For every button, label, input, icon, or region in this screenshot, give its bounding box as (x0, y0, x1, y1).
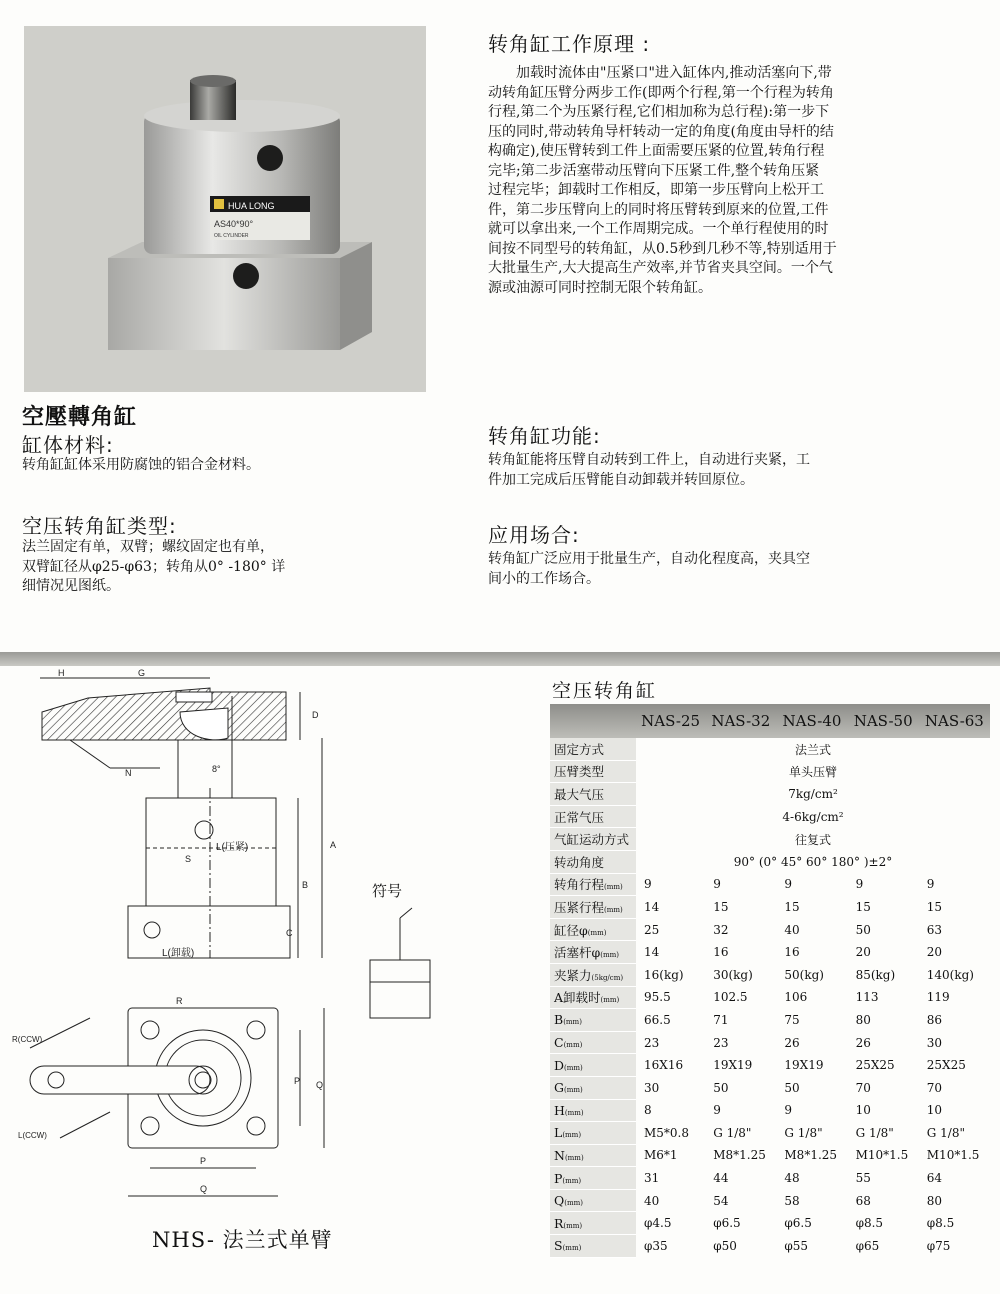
table-corner (550, 704, 636, 738)
dim-G: G (138, 668, 146, 678)
cell-value: φ50 (713, 1238, 737, 1253)
row-unit: (5kg/cm) (591, 973, 624, 982)
row-label-text: S (554, 1238, 563, 1254)
row-value: 90° (0° 45° 60° 180° )±2° (733, 854, 893, 869)
cell-value: 9 (855, 877, 864, 892)
cell-value: 80 (926, 1193, 943, 1208)
cell-value: 71 (713, 1012, 729, 1027)
cell-value: 31 (644, 1171, 660, 1186)
cell-value: 30 (644, 1080, 660, 1095)
label-N: N (125, 768, 132, 778)
cell-value: φ75 (926, 1238, 951, 1253)
row-label (550, 986, 636, 1009)
cell-value: M6*1 (644, 1148, 678, 1163)
cell-value: 16 (784, 945, 800, 960)
row-value: 法兰式 (794, 742, 831, 757)
row-unit: (mm) (562, 1244, 582, 1253)
cell-value: 25X25 (855, 1058, 895, 1073)
row-unit: (mm) (600, 951, 620, 960)
cell-value: 9 (644, 877, 652, 892)
row-label: 压臂类型 (550, 760, 636, 783)
cell-value: 20 (855, 945, 871, 960)
row-label: 固定方式 (550, 738, 636, 760)
row-label-text: A卸载时 (554, 990, 601, 1006)
table-header-row (550, 704, 990, 738)
label-lccw: L(CCW) (18, 1131, 47, 1140)
row-unit: (mm) (563, 1018, 582, 1027)
cell-value: 16(kg) (644, 967, 684, 982)
cell-value: 9 (713, 1103, 721, 1118)
cell-value: 64 (926, 1171, 943, 1186)
cell-value: 25 (644, 922, 660, 937)
photo-label-model: AS40*90° (214, 219, 254, 229)
row-label (550, 1031, 636, 1054)
row-unit: (mm) (563, 1041, 583, 1050)
dim-P-vertical: P (294, 1076, 301, 1086)
cell-value: 54 (713, 1193, 729, 1208)
table-row (550, 828, 990, 851)
material-title: 缸体材料: (22, 433, 114, 457)
cell-value: 85(kg) (855, 967, 896, 982)
model-header: NAS-50 (848, 704, 919, 738)
cell-value: 66.5 (644, 1012, 671, 1027)
cell-value: 9 (713, 877, 721, 892)
cell-value: 23 (713, 1035, 729, 1050)
dim-Q-vertical: Q (316, 1080, 324, 1090)
cell-value: G 1/8" (713, 1125, 752, 1140)
row-unit: (mm) (562, 1176, 582, 1185)
cell-value: 16 (713, 945, 729, 960)
model-header: NAS-32 (705, 704, 776, 738)
row-value: 单头压臂 (788, 764, 837, 779)
principle-text (488, 64, 928, 298)
principle-line: 过程完毕；卸载时工作相反，即第一步压臂向上松开工 (488, 182, 824, 198)
cell-value: φ4.5 (644, 1216, 672, 1231)
dim-B: B (302, 880, 309, 890)
cell-value: 10 (926, 1103, 943, 1118)
cell-value: φ8.5 (855, 1216, 884, 1231)
port-release-label: L(卸载) (162, 948, 195, 959)
cell-value: 32 (713, 922, 729, 937)
application-line: 转角缸广泛应用于批量生产，自动化程度高，夹具空 (488, 551, 810, 567)
row-label (550, 941, 636, 964)
label-rccw: R(CCW) (12, 1035, 43, 1044)
application-title: 应用场合: (488, 523, 580, 547)
dim-H: H (58, 668, 65, 678)
row-label: 转动角度 (550, 850, 636, 873)
cell-value: 25X25 (926, 1058, 966, 1073)
cell-value: 80 (855, 1012, 871, 1027)
row-label (550, 963, 636, 986)
row-label-text: B (554, 1012, 564, 1028)
row-label-text: 转角行程 (554, 877, 605, 893)
main-heading: 空壓轉角缸 (22, 405, 138, 430)
application-text (488, 550, 810, 589)
types-line: 法兰固定有单，双臂；螺纹固定也有单， (22, 539, 274, 555)
row-label (550, 1009, 636, 1032)
types-line: 细情况见图纸。 (22, 578, 120, 594)
photo-label-brand: HUA LONG (228, 201, 275, 211)
table-row (550, 963, 990, 986)
label-angle: 8° (212, 764, 221, 774)
row-label (550, 1212, 636, 1235)
cell-value: M10*1.5 (855, 1148, 909, 1163)
function-title: 转角缸功能: (488, 424, 601, 448)
spec-table (550, 704, 990, 1258)
dim-R: R (176, 996, 183, 1006)
cell-value: 102.5 (713, 990, 748, 1005)
row-label (550, 918, 636, 941)
dim-Q: Q (200, 1184, 208, 1194)
cell-value: 10 (855, 1103, 871, 1118)
cell-value: 40 (784, 922, 800, 937)
table-row (550, 941, 990, 964)
function-text (488, 451, 810, 490)
row-unit: (mm) (562, 1131, 582, 1140)
row-label (550, 1054, 636, 1077)
cell-value: M10*1.5 (926, 1148, 980, 1163)
application-line: 间小的工作场合。 (488, 570, 600, 587)
technical-drawing (0, 668, 540, 1228)
row-label-text: G (554, 1080, 564, 1096)
model-header: NAS-40 (776, 704, 847, 738)
photo-label-sub: OIL CYLINDER (214, 233, 249, 239)
principle-line: 就可以拿出来,一个工作周期完成。一个单行程使用的时 (488, 221, 829, 237)
table-row (550, 738, 990, 760)
cell-value: 140(kg) (926, 967, 974, 982)
row-label-text: H (554, 1102, 565, 1118)
row-unit: (mm) (604, 883, 623, 892)
cell-value: 26 (855, 1035, 871, 1050)
cell-value: 50 (784, 1080, 800, 1095)
types-title: 空压转角缸类型: (22, 514, 177, 538)
row-label-text: 压紧行程 (554, 899, 605, 915)
cell-value: 8 (644, 1103, 652, 1118)
port-press-label: L(压紧) (216, 842, 249, 853)
cell-value: 70 (855, 1080, 871, 1095)
row-label (550, 1122, 636, 1145)
row-label-text: Q (554, 1193, 565, 1209)
row-label (550, 873, 636, 896)
row-unit: (mm) (563, 1221, 583, 1230)
cell-value: 55 (855, 1171, 871, 1186)
row-unit: (mm) (587, 928, 607, 937)
cell-value: 16X16 (644, 1058, 684, 1073)
cell-value: φ55 (784, 1238, 809, 1253)
cell-value: 50 (713, 1080, 729, 1095)
row-value: 4-6kg/cm² (782, 809, 844, 824)
table-row (550, 1189, 990, 1212)
cell-value: 40 (644, 1193, 660, 1208)
row-label (550, 1076, 636, 1099)
cell-value: 106 (784, 990, 808, 1005)
cell-value: 50(kg) (784, 967, 824, 982)
cell-value: G 1/8" (784, 1125, 823, 1140)
table-row (550, 1235, 990, 1258)
dim-C: C (286, 928, 293, 938)
cell-value: 15 (713, 899, 729, 914)
dim-P: P (200, 1156, 207, 1166)
dim-D: D (312, 710, 319, 720)
table-row (550, 1122, 990, 1145)
row-unit: (mm) (564, 1153, 584, 1162)
cell-value: M8*1.25 (784, 1148, 838, 1163)
row-label (550, 1144, 636, 1167)
cell-value: 50 (855, 922, 871, 937)
principle-line: 大批量生产,大大提高生产效率,并节省夹具空间。一个气 (488, 260, 833, 276)
cell-value: 44 (713, 1171, 729, 1186)
cell-value: 119 (926, 990, 950, 1005)
row-label (550, 1167, 636, 1190)
table-row (550, 760, 990, 783)
dim-A: A (330, 840, 337, 850)
principle-line: 间按不同型号的转角缸，从0.5秒到几秒不等,特别适用于 (488, 240, 837, 257)
cell-value: 23 (644, 1035, 660, 1050)
cell-value: 68 (855, 1193, 871, 1208)
cell-value: 70 (926, 1080, 943, 1095)
table-row (550, 873, 990, 896)
table-row (550, 1099, 990, 1122)
table-row (550, 918, 990, 941)
principle-line: 构确定),使压臂转到工件上面需要压紧的位置,转角行程 (488, 143, 825, 159)
cell-value: 19X19 (784, 1058, 824, 1073)
cell-value: φ6.5 (784, 1216, 812, 1231)
model-header: NAS-25 (636, 704, 705, 738)
cell-value: 86 (926, 1012, 943, 1027)
table-row (550, 850, 990, 873)
row-value: 7kg/cm² (788, 786, 838, 801)
cell-value: 113 (855, 990, 879, 1005)
cell-value: 9 (784, 877, 793, 892)
row-unit: (mm) (564, 1108, 584, 1117)
table-row (550, 1031, 990, 1054)
function-line: 件加工完成后压臂能自动卸载并转回原位。 (488, 471, 754, 488)
principle-title: 转角缸工作原理 : (488, 32, 651, 56)
table-row (550, 805, 990, 828)
row-label-text: D (554, 1057, 565, 1073)
row-label-text: 夹紧力 (554, 967, 592, 983)
table-title: 空压转角缸 (552, 680, 658, 702)
dim-S: S (185, 854, 192, 864)
principle-line: 动转角缸压臂分两步工作(即两个行程,第一个行程为转角 (488, 84, 834, 101)
row-unit: (mm) (604, 905, 623, 914)
row-label-text: R (554, 1215, 564, 1231)
cell-value: G 1/8" (855, 1125, 894, 1140)
product-photo (24, 26, 426, 392)
row-label-text: 活塞杆φ (554, 945, 601, 961)
cell-value: 9 (926, 877, 935, 892)
material-text: 转角缸缸体采用防腐蚀的铝合金材料。 (22, 457, 260, 473)
cell-value: 15 (784, 899, 800, 914)
principle-line: 行程,第二个为压紧行程,它们相加称为总行程):第一步下 (488, 104, 830, 120)
row-label: 气缸运动方式 (550, 828, 636, 851)
cell-value: M5*0.8 (644, 1125, 690, 1140)
cell-value: 19X19 (713, 1058, 753, 1073)
principle-line: 加载时流体由"压紧口"进入缸体内,推动活塞向下,带 (516, 65, 832, 81)
principle-line: 件，第二步压臂向上的同时将压臂转到原来的位置,工件 (488, 201, 829, 218)
row-unit: (mm) (564, 1086, 583, 1095)
model-header: NAS-63 (919, 704, 990, 738)
cell-value: 20 (926, 945, 943, 960)
cell-value: 30(kg) (713, 967, 753, 982)
row-label (550, 1189, 636, 1212)
symbol-label: 符号 (372, 882, 403, 900)
cell-value: 30 (926, 1035, 943, 1050)
table-row (550, 1009, 990, 1032)
row-label: 最大气压 (550, 783, 636, 806)
row-label-text: 缸径φ (554, 922, 588, 938)
principle-line: 完毕;第二步活塞带动压臂向下压紧工件,整个转角压紧 (488, 162, 820, 179)
cell-value: 58 (784, 1193, 800, 1208)
row-label-text: P (554, 1170, 563, 1186)
row-unit: (mm) (600, 996, 620, 1005)
rotary-cylinder-illustration (24, 26, 426, 392)
row-value: 往复式 (794, 832, 831, 847)
cell-value: φ65 (855, 1238, 880, 1253)
table-row (550, 1144, 990, 1167)
row-label: 正常气压 (550, 805, 636, 828)
function-line: 转角缸能将压臂自动转到工件上，自动进行夹紧，工 (488, 452, 810, 468)
cell-value: 63 (926, 922, 943, 937)
table-row (550, 783, 990, 806)
row-unit: (mm) (564, 1063, 583, 1072)
principle-line: 源或油源可同时控制无限个转角缸。 (488, 279, 712, 296)
types-text (22, 538, 442, 597)
row-label-text: C (554, 1035, 564, 1051)
table-row (550, 896, 990, 919)
cell-value: 14 (644, 945, 660, 960)
row-label (550, 1235, 636, 1258)
table-row (550, 1054, 990, 1077)
cell-value: φ8.5 (926, 1216, 955, 1231)
cell-value: φ6.5 (713, 1216, 741, 1231)
cell-value: 14 (644, 899, 660, 914)
table-row (550, 986, 990, 1009)
section-divider (0, 652, 1000, 666)
cell-value: G 1/8" (926, 1125, 965, 1140)
cell-value: 26 (784, 1035, 800, 1050)
table-row (550, 1167, 990, 1190)
cell-value: 75 (784, 1012, 800, 1027)
cell-value: 15 (926, 899, 943, 914)
cell-value: 9 (784, 1103, 793, 1118)
row-label-text: N (554, 1147, 565, 1163)
row-label (550, 896, 636, 919)
row-unit: (mm) (564, 1199, 583, 1208)
drawing-caption: NHS- 法兰式单臂 (152, 1228, 333, 1252)
cell-value: 95.5 (644, 990, 671, 1005)
table-row (550, 1076, 990, 1099)
cell-value: 48 (784, 1171, 800, 1186)
cell-value: 15 (855, 899, 871, 914)
row-label (550, 1099, 636, 1122)
cell-value: M8*1.25 (713, 1148, 766, 1163)
types-line: 双臂缸径从φ25-φ63；转角从0° -180° 详 (22, 558, 286, 575)
principle-line: 压的同时,带动转角导杆转动一定的角度(角度由导杆的结 (488, 123, 834, 140)
cell-value: φ35 (644, 1238, 668, 1253)
row-label-text: L (554, 1125, 563, 1141)
table-row (550, 1212, 990, 1235)
